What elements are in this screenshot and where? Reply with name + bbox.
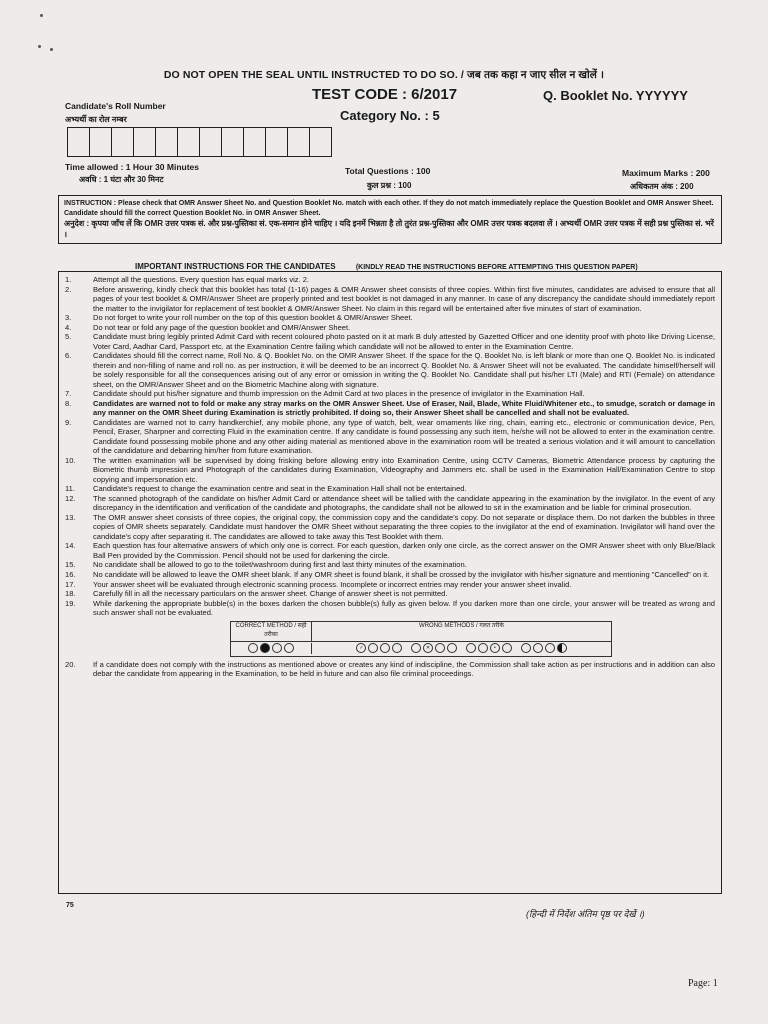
time-allowed: Time allowed : 1 Hour 30 Minutes xyxy=(65,162,199,172)
item-number: 15. xyxy=(65,560,76,570)
instruction-hindi: अनुदेश : कृपया जाँच लें कि OMR उत्तर पत्रक सं. और प्रश्न-पुस्तिका सं. एक-समान होने चाहिए । यदि इनमें भिन्नता है तो तुरंत प्रश्न-पुस्तिका और OMR उत्तर पत्रक बदलवा लें । अभ्यर्थी OMR उत्तर पत्रक में सही प्रश्न पुस्तिका सं. भरें । xyxy=(64,219,714,239)
item-text: Carefully fill in all the necessary particulars on the answer sheet. Change of answer sheet is not permitted. xyxy=(93,589,448,599)
instruction-item xyxy=(65,389,715,399)
roll-box xyxy=(134,128,156,156)
instruction-item xyxy=(65,484,715,494)
roll-box xyxy=(112,128,134,156)
roll-box xyxy=(266,128,288,156)
item-text: Candidate's request to change the examination centre and seat in the Examination Hall shall not be entertained. xyxy=(93,484,467,494)
important-title: IMPORTANT INSTRUCTIONS FOR THE CANDIDATES xyxy=(135,262,336,271)
instruction-item xyxy=(65,494,715,513)
roll-box xyxy=(68,128,90,156)
item-number: 11. xyxy=(65,484,75,494)
item-number: 19. xyxy=(65,598,76,608)
bubble-icon xyxy=(521,643,531,653)
item-number: 13. xyxy=(65,512,76,522)
roll-number-label-hindi: अभ्यर्थी का रोल नम्बर xyxy=(65,115,127,124)
item-number: 9. xyxy=(65,417,72,427)
item-number: 17. xyxy=(65,579,76,589)
instruction-item xyxy=(65,513,715,542)
important-heading-row xyxy=(135,262,638,271)
instruction-item xyxy=(65,313,715,323)
roll-box xyxy=(200,128,222,156)
roll-box xyxy=(310,128,331,156)
bubble-icon xyxy=(533,643,543,653)
bubble-filled-icon xyxy=(260,643,270,653)
hindi-instructions-note: (हिन्दी में निर्देश अंतिम पृष्ठ पर देखें ।) xyxy=(526,909,645,919)
binding-hole-icon xyxy=(38,45,41,48)
item-number: 4. xyxy=(65,322,72,332)
item-text: Before answering, kindly check that this booklet has total (1-16) pages & OMR Answer sheet consists of three copies. Within first five minutes, candidates are advised to ensure that all pages of your test booklet & OMR/Answer Sheet are properly printed and test booklet is not damaged in any manner. In case of any discrepancy the candidate should immediately report the matter to the invigilator for replacement of test booklet & OMR/Answer Sheet. No claim in this regard will be entertained after five minutes of start of examination. xyxy=(93,284,715,313)
bubble-icon xyxy=(380,643,390,653)
bubble-c-icon xyxy=(272,643,282,653)
item-text: If a candidate does not comply with the instructions as mentioned above or creates any kind of indiscipline, the Commission shall take action as per instructions and in addition can also debar the candidate from appearing in the Examination, to be held in future and can also file criminal proceedings. xyxy=(93,659,715,679)
item-text: While darkening the appropriate bubble(s) in the boxes darken the chosen bubble(s) fully as given below. If you darken more than one circle, your answer will be treated as wrong and such answer shall not be evaluated. xyxy=(93,598,715,618)
bubble-icon xyxy=(502,643,512,653)
roll-box xyxy=(90,128,112,156)
time-allowed-hindi: अवधि : 1 घंटा और 30 मिनट xyxy=(79,175,164,184)
bubble-a-icon xyxy=(248,643,258,653)
maximum-marks-hindi: अधिकतम अंक : 200 xyxy=(630,182,694,191)
item-text: The written examination will be supervised by doing frisking before allowing entry into Examination Centre, using CCTV Cameras, Biometric Attendance process by capturing the Biometric thumb impression and Photograph of the candidates during Examination, Videography and Jammers etc. shall be used in the Examination Hall/Examination Centre to stop copying and impersonation etc. xyxy=(93,455,715,484)
instruction-item xyxy=(65,456,715,485)
instructions-list xyxy=(65,275,715,679)
instruction-item xyxy=(65,570,715,580)
booklet-number: Q. Booklet No. YYYYYY xyxy=(543,88,688,103)
item-number: 3. xyxy=(65,313,72,323)
methods-header xyxy=(231,622,611,642)
instruction-item xyxy=(65,351,715,389)
roll-box xyxy=(222,128,244,156)
instruction-box xyxy=(58,195,722,244)
instruction-item xyxy=(65,275,715,285)
instruction-item xyxy=(65,660,715,679)
item-text: Candidate must bring legibly printed Admit Card with recent coloured photo pasted on it at mark B duly attested by Gazetted Officer and one identity proof with photo like Driving License, Voter Card, Aadhar Card, Passport etc. at the Examination Centre failing which candidate will not be allowed to enter in the Examination Centre. xyxy=(93,332,715,351)
item-number: 10. xyxy=(65,455,76,465)
binding-hole-icon xyxy=(40,14,43,17)
correct-method-label: CORRECT METHOD / सही तरीका xyxy=(231,622,312,641)
instruction-item xyxy=(65,589,715,599)
bubble-cross-icon: ✕ xyxy=(423,643,433,653)
bubble-tick-icon: ✓ xyxy=(356,643,366,653)
item-text: Do not tear or fold any page of the question booklet and OMR/Answer Sheet. xyxy=(93,322,351,332)
bubble-icon xyxy=(466,643,476,653)
bubble-icon xyxy=(545,643,555,653)
item-text: No candidate shall be allowed to go to the toilet/washroom during first and last thirty minutes of the examination. xyxy=(93,560,467,570)
bubble-half-icon xyxy=(557,643,567,653)
bubble-icon xyxy=(435,643,445,653)
bubble-methods-table xyxy=(230,621,612,657)
seal-notice: DO NOT OPEN THE SEAL UNTIL INSTRUCTED TO DO SO. / जब तक कहा न जाए सील न खोलें । xyxy=(163,69,605,81)
instruction-item xyxy=(65,323,715,333)
page-number: Page: 1 xyxy=(688,978,718,989)
item-number: 2. xyxy=(65,284,72,294)
methods-row xyxy=(231,642,611,656)
wrong-methods-label: WRONG METHODS / गलत तरीके xyxy=(419,622,504,629)
bubble-dot-icon: • xyxy=(490,643,500,653)
roll-box xyxy=(178,128,200,156)
item-number: 12. xyxy=(65,493,76,503)
item-number: 5. xyxy=(65,332,72,342)
item-number: 16. xyxy=(65,569,76,579)
wrong-method-bubbles xyxy=(312,643,611,654)
item-text: Do not forget to write your roll number on the top of this question booklet & OMR/Answer Sheet. xyxy=(93,313,413,323)
bubble-d-icon xyxy=(284,643,294,653)
category-number: Category No. : 5 xyxy=(340,108,440,123)
test-code: TEST CODE : 6/2017 xyxy=(312,86,458,103)
bubble-icon xyxy=(368,643,378,653)
item-number: 7. xyxy=(65,389,72,399)
item-text: Candidates are warned not to fold or make any stray marks on the OMR Answer Sheet. Use of Eraser, Nail, Blade, White Fluid/Whitener etc., to smudge, scratch or damage in any manner on the OMR Sheet during Examination is strictly prohibited. If doing so, their Answer Sheet shall be cancelled and shall not be evaluated. xyxy=(93,398,715,418)
correct-method-bubbles xyxy=(231,643,312,654)
item-text: Each question has four alternative answers of which only one is correct. For each question, darken only one circle, as the correct answer on the OMR Answer sheet with only Blue/Black Ball Pen provided by the Commission. Pencil should not be used for darkening the circle. xyxy=(93,541,715,560)
roll-box xyxy=(288,128,310,156)
roll-box xyxy=(156,128,178,156)
kindly-note: (KINDLY READ THE INSTRUCTIONS BEFORE ATTEMPTING THIS QUESTION PAPER) xyxy=(355,264,638,271)
total-questions-hindi: कुल प्रश्न : 100 xyxy=(367,181,412,190)
item-text: Attempt all the questions. Every question has equal marks viz. 2. xyxy=(93,275,310,284)
item-number: 6. xyxy=(65,351,72,361)
item-text: The OMR answer sheet consists of three copies, the original copy, the commission copy and the candidate's copy. Do not separate or displace them. Do not darken the bubbles in three copies of OMR sheets separately. Candidate must handover the OMR Sheet without separating the three copies to the invigilator at the end of examination. Invigilator will hand over the candidate's copy after separating it. The candidates are allowed to take away this Test Booklet with them. xyxy=(93,512,715,541)
instruction-item xyxy=(65,399,715,418)
instructions-box xyxy=(58,271,722,894)
item-number: 8. xyxy=(65,398,72,408)
item-text: Candidate should put his/her signature and thumb impression on the Admit Card at two places in the presence of invigilator in the Examination Hall. xyxy=(93,389,585,399)
instruction-item xyxy=(65,560,715,570)
roll-box xyxy=(244,128,266,156)
instruction-item xyxy=(65,599,715,618)
instruction-item xyxy=(65,332,715,351)
bubble-icon xyxy=(392,643,402,653)
footer-number: 75 xyxy=(66,902,74,909)
instruction-english: INSTRUCTION : Please check that OMR Answer Sheet No. and Question Booklet No. match with each other. If they do not match immediately replace the Question Booklet and OMR Answer Sheet. Candidate should fill the correct Question Booklet No. in OMR Answer Sheet. xyxy=(64,200,714,217)
instruction-item xyxy=(65,285,715,314)
instruction-item xyxy=(65,541,715,560)
item-text: Candidates should fill the correct name, Roll No. & Q. Booklet No. on the OMR Answer Sheet. If the space for the Q. Booklet No. is left blank or more than one Q. Booklet No. is indicated therein and non-filling of name and roll no. as per instruction, it will be deemed to be an incorrect Q. Booklet No. & Answer Sheet will not be evaluated. The candidate himself/herself will be solely responsible for all the consequences arising out of any error or omission in writing the Q. Booklet No. Candidate shall put his/her LTI (Male) and RTI (Female) on attendance sheet, on the OMR/Answer Sheet and on the Biometric Machine along with signature. xyxy=(93,351,715,389)
item-number: 1. xyxy=(65,275,72,284)
total-questions: Total Questions : 100 xyxy=(345,166,431,176)
item-text: Candidates are warned not to carry handkerchief, any mobile phone, any type of watch, belt, wear ornaments like ring, chain, earring etc., electronic or communication device, Pen, Pencil, Eraser, Sharpner and correcting Fluid in the examination centre. If any candidate is found possessing any such item, he/she will not be allowed to enter in the examination centre. Candidate found possessing mobile phone and any other aiding material as mentioned above in the examination room will be treated a serious violation and it will amount to cancellation of the candidature and debarring him/her from future examination. xyxy=(93,417,715,456)
instruction-item xyxy=(65,580,715,590)
binding-hole-icon xyxy=(50,48,53,51)
roll-number-label: Candidate's Roll Number xyxy=(65,101,166,111)
item-number: 20. xyxy=(65,659,76,669)
maximum-marks: Maximum Marks : 200 xyxy=(622,168,710,178)
item-number: 18. xyxy=(65,589,76,599)
item-text: No candidate will be allowed to leave the OMR sheet blank. If any OMR sheet is found blank, it shall be crossed by the invigilator with his/her signature and mentioning "Cancelled" on it. xyxy=(93,569,710,579)
bubble-icon xyxy=(478,643,488,653)
instruction-item xyxy=(65,418,715,456)
roll-number-boxes xyxy=(67,127,332,157)
bubble-icon xyxy=(411,643,421,653)
item-text: Your answer sheet will be evaluated through electronic scanning process. Incomplete or incorrect entries may render your answer sheet invalid. xyxy=(93,579,572,589)
item-number: 14. xyxy=(65,541,76,551)
item-text: The scanned photograph of the candidate on his/her Admit Card or attendance sheet will be tallied with the candidate appearing in the examination by the invigilator. In the event of any discrepancy in the identification and verification of the candidate and photographs, the candidate shall not be allowed to sit in the examination and be liable for criminal prosecution. xyxy=(93,493,715,513)
bubble-icon xyxy=(447,643,457,653)
